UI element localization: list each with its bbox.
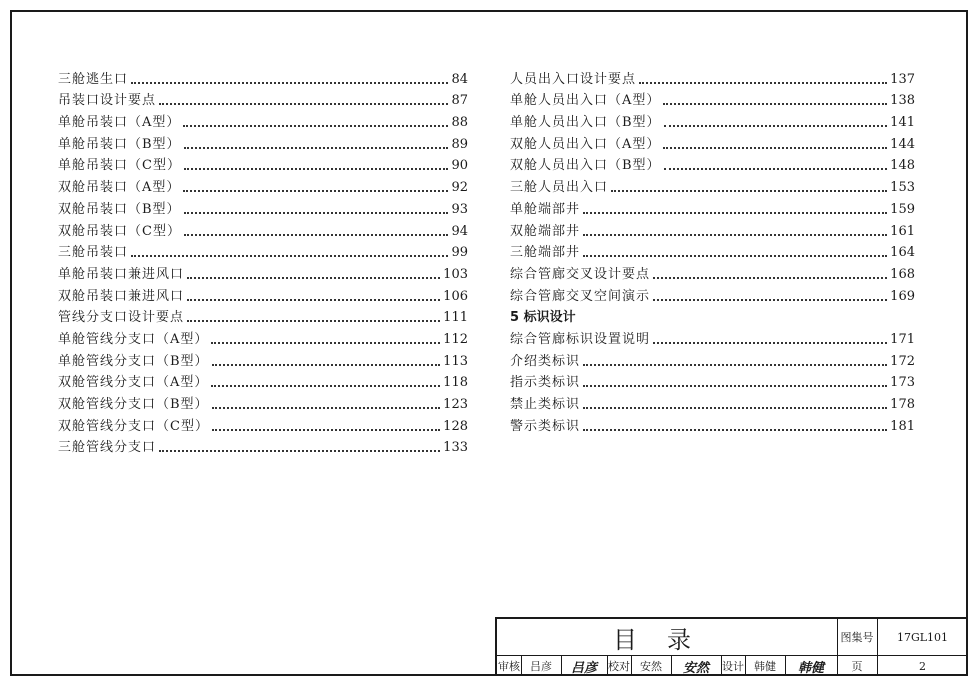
- reviewer-signature: 吕彦: [570, 660, 597, 676]
- toc-entry[interactable]: [58, 283, 468, 305]
- toc-entry-title: 管线分支口设计要点: [58, 310, 185, 326]
- toc-entry-page: 106: [443, 288, 468, 304]
- review-label: 审核: [498, 660, 520, 673]
- toc-leader-dots: [639, 82, 887, 84]
- toc-entry-title: 综合管廊标识设置说明: [510, 331, 651, 347]
- toc-entry-page: 173: [890, 375, 915, 391]
- toc-leader-dots: [583, 212, 887, 214]
- toc-entry-page: 161: [890, 223, 915, 239]
- toc-right-column: [510, 66, 915, 435]
- toc-leader-dots: [131, 82, 448, 84]
- check-label: 校对: [608, 660, 630, 673]
- toc-entry[interactable]: [510, 196, 915, 218]
- toc-entry[interactable]: [510, 326, 915, 348]
- toc-entry-title: 警示类标识: [510, 418, 581, 434]
- toc-entry[interactable]: [510, 283, 915, 305]
- designer-name: 韩健: [754, 660, 776, 673]
- toc-entry-page: 111: [443, 310, 468, 326]
- toc-entry-page: 103: [443, 266, 468, 282]
- toc-entry[interactable]: [58, 370, 468, 392]
- toc-entry-page: 89: [451, 136, 468, 152]
- toc-leader-dots: [583, 364, 887, 366]
- toc-leader-dots: [664, 125, 888, 127]
- toc-leader-dots: [212, 429, 440, 431]
- toc-entry-title: 5 标识设计: [510, 310, 576, 326]
- toc-entry[interactable]: [58, 240, 468, 262]
- toc-entry-page: 164: [890, 245, 915, 261]
- toc-leader-dots: [583, 429, 887, 431]
- toc-leader-dots: [184, 212, 449, 214]
- toc-leader-dots: [184, 168, 449, 170]
- toc-entry-page: 128: [443, 418, 468, 434]
- toc-entry-page: 92: [451, 180, 468, 196]
- toc-entry-page: 168: [890, 266, 915, 282]
- designer-signature: 韩健: [797, 660, 824, 676]
- toc-entry-title: 指示类标识: [510, 375, 581, 391]
- toc-entry[interactable]: [58, 348, 468, 370]
- toc-entry-title: 双舱人员出入口（B型）: [510, 158, 661, 174]
- toc-entry-page: 84: [451, 71, 468, 87]
- toc-leader-dots: [583, 234, 887, 236]
- toc-entry-title: 单舱端部井: [510, 201, 581, 217]
- toc-leader-dots: [184, 147, 449, 149]
- toc-leader-dots: [183, 125, 448, 127]
- page-label: 页: [851, 660, 863, 673]
- toc-entry-page: 123: [443, 397, 468, 412]
- toc-leader-dots: [183, 190, 448, 192]
- toc-entry-page: 112: [443, 331, 468, 347]
- toc-leader-dots: [187, 299, 440, 301]
- toc-entry-page: 99: [451, 245, 468, 261]
- atlas-no-label: 图集号: [840, 631, 874, 644]
- toc-leader-dots: [653, 299, 887, 301]
- toc-entry[interactable]: [58, 66, 468, 88]
- toc-entry-title: 双舱人员出入口（A型）: [510, 136, 661, 152]
- toc-left-column: [58, 66, 468, 456]
- toc-entry-page: 113: [443, 353, 468, 369]
- toc-entry[interactable]: [58, 88, 468, 110]
- signature-row: [497, 656, 837, 676]
- toc-entry-page: 137: [890, 71, 915, 87]
- toc-entry-title: 吊装口设计要点: [58, 93, 157, 109]
- toc-entry-page: 181: [890, 418, 915, 434]
- atlas-no: 17GL101: [896, 630, 949, 644]
- toc-entry[interactable]: [58, 413, 468, 435]
- toc-entry[interactable]: [58, 326, 468, 348]
- toc-entry-title: 三舱逃生口: [58, 71, 129, 87]
- toc-entry-title: 三舱吊装口: [58, 245, 129, 261]
- checker-name: 安然: [640, 660, 662, 673]
- toc-leader-dots: [159, 450, 440, 452]
- toc-entry-page: 141: [890, 115, 915, 131]
- toc-entry[interactable]: [58, 305, 468, 327]
- toc-entry-page: 133: [443, 440, 468, 456]
- toc-entry-title: 双舱吊装口（C型）: [58, 223, 181, 239]
- toc-entry-title: 双舱吊装口（B型）: [58, 201, 181, 217]
- toc-leader-dots: [187, 277, 440, 279]
- toc-entry-title: 三舱管线分支口: [58, 440, 157, 456]
- toc-entry-page: 88: [451, 115, 468, 131]
- toc-leader-dots: [583, 385, 887, 387]
- toc-entry-page: 93: [451, 201, 468, 217]
- toc-leader-dots: [131, 255, 448, 257]
- toc-entry[interactable]: [58, 435, 468, 457]
- toc-entry[interactable]: [510, 218, 915, 240]
- toc-entry[interactable]: [58, 261, 468, 283]
- toc-entry-title: 双舱管线分支口（A型）: [58, 375, 209, 391]
- toc-entry-title: 单舱吊装口（A型）: [58, 115, 181, 131]
- toc-leader-dots: [212, 364, 441, 366]
- toc-entry[interactable]: [510, 261, 915, 283]
- toc-entry[interactable]: [510, 131, 915, 153]
- toc-entry[interactable]: [510, 66, 915, 88]
- toc-entry-page: 159: [890, 201, 915, 217]
- toc-entry-page: 169: [890, 288, 915, 304]
- toc-entry-page: 90: [451, 158, 468, 174]
- toc-entry[interactable]: [58, 109, 468, 131]
- toc-leader-dots: [159, 103, 448, 105]
- toc-leader-dots: [187, 320, 440, 322]
- toc-entry-page: 171: [890, 331, 915, 347]
- toc-entry-page: 148: [890, 158, 915, 174]
- toc-entry[interactable]: [510, 370, 915, 392]
- toc-entry-title: 综合管廊交叉设计要点: [510, 266, 651, 282]
- toc-entry-page: 172: [890, 353, 915, 369]
- reviewer-name: 吕彦: [530, 660, 552, 673]
- toc-leader-dots: [211, 342, 440, 344]
- toc-leader-dots: [184, 234, 449, 236]
- toc-leader-dots: [583, 255, 887, 257]
- toc-entry-title: 单舱吊装口（C型）: [58, 158, 181, 174]
- sheet-title: 目录: [613, 625, 721, 654]
- toc-entry[interactable]: [58, 153, 468, 175]
- toc-entry-title: 单舱人员出入口（B型）: [510, 115, 661, 131]
- toc-entry-title: 单舱吊装口（B型）: [58, 136, 181, 152]
- toc-entry-title: 双舱端部井: [510, 223, 581, 239]
- design-label: 设计: [722, 660, 744, 673]
- toc-section-heading: [510, 305, 915, 327]
- toc-entry[interactable]: [510, 109, 915, 131]
- toc-entry-title: 双舱管线分支口（C型）: [58, 418, 209, 434]
- toc-entry-title: 禁止类标识: [510, 397, 581, 412]
- toc-entry[interactable]: [58, 131, 468, 153]
- toc-entry[interactable]: [510, 240, 915, 262]
- toc-entry-title: 单舱管线分支口（A型）: [58, 331, 209, 347]
- toc-entry-title: 单舱人员出入口（A型）: [510, 93, 661, 109]
- toc-entry-title: 人员出入口设计要点: [510, 71, 637, 87]
- toc-leader-dots: [583, 407, 887, 409]
- toc-entry-page: 178: [890, 397, 915, 412]
- toc-entry[interactable]: [510, 174, 915, 196]
- toc-leader-dots: [663, 103, 887, 105]
- toc-entry-title: 综合管廊交叉空间演示: [510, 288, 651, 304]
- toc-entry-title: 介绍类标识: [510, 353, 581, 369]
- toc-entry-title: 单舱吊装口兼进风口: [58, 266, 185, 282]
- toc-entry[interactable]: [510, 413, 915, 435]
- page-number: 2: [919, 659, 926, 673]
- toc-leader-dots: [664, 168, 888, 170]
- toc-entry-title: 双舱管线分支口（B型）: [58, 397, 209, 412]
- toc-entry-title: 三舱人员出入口: [510, 180, 609, 196]
- toc-entry[interactable]: [58, 174, 468, 196]
- toc-leader-dots: [211, 385, 440, 387]
- toc-entry[interactable]: [58, 391, 468, 413]
- toc-entry[interactable]: [510, 88, 915, 110]
- toc-entry-page: 87: [451, 93, 468, 109]
- toc-leader-dots: [663, 147, 887, 149]
- toc-entry-title: 双舱吊装口（A型）: [58, 180, 181, 196]
- toc-entry[interactable]: [510, 348, 915, 370]
- title-block: [495, 617, 968, 676]
- toc-entry-title: 三舱端部井: [510, 245, 581, 261]
- toc-entry-page: 118: [443, 375, 468, 391]
- checker-signature: 安然: [682, 660, 709, 676]
- toc-entry-title: 单舱管线分支口（B型）: [58, 353, 209, 369]
- toc-leader-dots: [611, 190, 887, 192]
- toc-entry[interactable]: [58, 218, 468, 240]
- toc-leader-dots: [653, 277, 887, 279]
- toc-entry[interactable]: [58, 196, 468, 218]
- toc-entry-page: 94: [451, 223, 468, 239]
- toc-leader-dots: [653, 342, 887, 344]
- toc-entry[interactable]: [510, 391, 915, 413]
- toc-entry-page: 144: [890, 136, 915, 152]
- toc-entry-page: 138: [890, 93, 915, 109]
- toc-entry-page: 153: [890, 180, 915, 196]
- toc-entry-title: 双舱吊装口兼进风口: [58, 288, 185, 304]
- toc-entry[interactable]: [510, 153, 915, 175]
- toc-leader-dots: [212, 407, 441, 409]
